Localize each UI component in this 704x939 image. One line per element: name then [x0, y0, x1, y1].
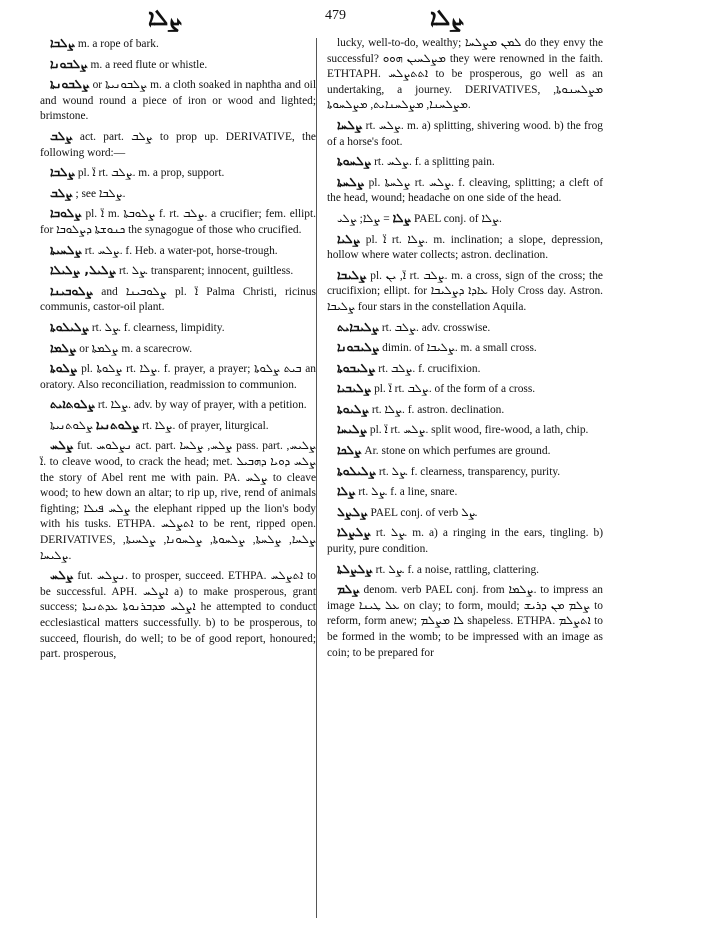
dictionary-entry: [327, 154, 603, 171]
dictionary-entry: [40, 57, 316, 74]
entry-headword: ܨܠܝܒܝܐ: [337, 381, 372, 396]
dictionary-entry: [40, 243, 316, 260]
dictionary-entry: [327, 422, 603, 439]
right-column: [327, 36, 603, 665]
entry-definition: pl. ܨܠܚܬܐ rt. ܨܠܚ. f. cleaving, splitting; a cleft of the head, wound; headache on one side of the head.: [327, 176, 603, 205]
entry-headword: ܨܠܨܠܬܐ: [337, 561, 373, 576]
entry-headword: ܨܠܒܘܢܐ: [50, 56, 88, 71]
dictionary-entry: [40, 186, 316, 203]
entry-definition: denom. verb PAEL conj. from ܨܠܡܐ. to impress an image ܥܠ ܛܝܢܐ on clay; to form, mould; ܨܠܡ ܡܢ ܕܪܝܫ to reform, form anew; ܠܐ ܡܨܠܡ shapeless. ETHPA. ܐܬܨܠܡ to be formed in the womb; to be impressed with an image as coin; to be prepared for: [327, 584, 603, 659]
dictionary-entry: [40, 438, 316, 564]
entry-headword: ܨܠܡ: [337, 582, 360, 597]
entry-headword: ܨܠܐ: [392, 210, 412, 225]
entry-definition: act. part. ܨܠܒ to prop up. DERIVATIVE, the following word:—: [40, 130, 316, 159]
page-header: [0, 0, 704, 34]
dictionary-entry: [327, 582, 603, 661]
entry-definition: m. a rope of bark.: [77, 38, 159, 50]
entry-headword: ܨܠܘܒܝܢܐ: [50, 283, 94, 298]
entry-definition: rt. ܨܠܒ. f. crucifixion.: [378, 362, 481, 375]
entry-definition: rt. ܨܠ. f. a noise, rattling, clattering.: [375, 563, 540, 576]
entry-headword: ܨܠܟܐ: [337, 443, 362, 458]
entry-headword: ܨܠܒܐ: [50, 165, 75, 180]
dictionary-entry: [327, 381, 603, 398]
entry-headword: ܨܠܘܒܐ: [50, 206, 82, 221]
entry-definition: ; see ܨܠܒܐ.: [75, 187, 126, 200]
entry-definition: rt. ܨܠܐ. f. astron. declination.: [371, 403, 505, 416]
entry-definition: pl. ܐ̈, ܝܢ rt. ܨܠܒ. m. a cross, sign of the cross; the crucifixion; ellipt. for ܥܐܕܐ ܕܨܠܝܒܐ Holy Cross day. Astron. ܨܠܝܒܐ four stars in the constellation Aquila.: [327, 269, 603, 313]
entry-headword: ܨܠܒܘܢܬܐ: [50, 77, 90, 92]
entry-definition: pl. ܐ̈ rt. ܨܠܐ. m. inclination; a slope, depression, hollow where water collects; astron. declination.: [327, 233, 603, 262]
entry-headword: ܨܠܚ: [50, 438, 74, 453]
dictionary-entry: [40, 284, 316, 316]
dictionary-entry: [327, 443, 603, 460]
entry-definition: rt. ܨܠ. f. clearness, limpidity.: [91, 321, 225, 334]
entry-headword: ܨܠܘܬܐ: [50, 361, 78, 376]
left-column: [40, 36, 316, 667]
entry-definition: m. a reed flute or whistle.: [90, 58, 208, 71]
entry-definition: lucky, well-to-do, wealthy; ܠܡܢ ܡܨܠܚܐ do they envy the successful? ܡܨܠܚܝܢ ܗܘܘ they were renowned in the faith. ETHTAPH. ܐܬܬܨܠܚ to be prosperous, go well as an undertaking, a journey. DERIVATIVES, ܡܨܠܚܢܘܬܐ, ܡܨܠܚܢܐ, ܡܨܠܚܢܐܝܬ, ܡܨܠܚܘܬܐ.: [327, 37, 604, 112]
entry-headword: ܨܠܝܒܘܬܐ: [337, 360, 376, 375]
entry-headword: ܨܠܚܬܐ: [337, 174, 365, 189]
dictionary-entry: [327, 505, 603, 522]
entry-definition: pl. ܐ̈ rt. ܨܠܒ. of the form of a cross.: [374, 383, 536, 396]
entry-headword: ܨܠܚܝܬܐ: [50, 242, 82, 257]
entry-definition: pl. ܐ̈ m. ܨܠܘܒܬܐ f. rt. ܨܠܒ. a crucifier; fem. ellipt. for ܟܢܘܫܬܐ ܕܨܠܘܒܐ the synagogue of those who crucified.: [40, 208, 316, 236]
entry-definition: dimin. of ܨܠܝܒܐ. m. a small cross.: [382, 342, 537, 355]
entry-headword: ܨܠܝܒܐ: [337, 267, 367, 282]
entry-definition: rt. ܨܠ. f. clearness, transparency, purity.: [378, 465, 561, 478]
entry-headword: ܨܠܚܐ: [337, 117, 363, 132]
entry-headword: ܨܠܚ: [50, 568, 74, 583]
dictionary-entry: [40, 361, 316, 393]
entry-definition: rt. ܨܠܒ. adv. crosswise.: [381, 321, 491, 334]
dictionary-entry: [40, 397, 316, 414]
dictionary-entry: [327, 361, 603, 378]
dictionary-entry: [327, 118, 603, 150]
entry-headword: ܨܠܝܒܘܢܐ: [337, 340, 380, 355]
entry-definition: rt. ܨܠܐ. adv. by way of prayer, with a petition.: [97, 399, 307, 412]
dictionary-entry: [327, 320, 603, 337]
entry-definition: Ar. stone on which perfumes are ground.: [364, 445, 551, 458]
entry-definition: or ܨܠܒܘܢܝܬܐ m. a cloth soaked in naphtha and oil and wound round a piece of iron or wood and lighted; brimstone.: [40, 79, 316, 123]
entry-headword: ܨܠܚܘܬܐ: [337, 154, 372, 169]
dictionary-entry: [327, 36, 603, 114]
entry-headword: ܨܠܨܠ: [337, 504, 368, 519]
entry-definition: rt. ܨܠܚ. f. a splitting pain.: [374, 156, 495, 169]
entry-headword: ܨܠܒ: [50, 128, 73, 143]
entry-headword: ܨܠܝܘܬܐ: [337, 401, 369, 416]
entry-headword: ܨܠܘܬܢܝܐ: [95, 417, 140, 432]
dictionary-entry: [327, 175, 603, 207]
entry-definition: pl. ܐ̈ rt. ܨܠܒ. m. a prop, support.: [77, 167, 225, 180]
entry-headword: ܨܠܝܠܘܬܐ: [50, 319, 90, 334]
page-number: 479: [325, 8, 346, 23]
dictionary-entry: [327, 340, 603, 357]
entry-definition: pl. ܐ̈ rt. ܨܠܚ. split wood, fire-wood, a lath, chip.: [369, 424, 589, 437]
dictionary-entry: [327, 562, 603, 579]
entry-definition: rt. ܨܠ. m. a) a ringing in the ears, tingling. b) purity, pure condition.: [327, 527, 603, 556]
dictionary-entry: [40, 36, 316, 53]
entry-headword: ܨܠܝܠ, ܨܠܝܠܐ: [50, 263, 117, 278]
entry-headword: ܨܠܝܐ: [337, 231, 361, 246]
dictionary-entry: [40, 129, 316, 161]
column-divider: [316, 38, 317, 918]
dictionary-entry: [40, 263, 316, 280]
dictionary-entry: [40, 341, 316, 358]
dictionary-entry: [40, 320, 316, 337]
dictionary-entry: [40, 418, 316, 435]
entry-definition: or ܨܠܡܬܐ m. a scarecrow.: [79, 342, 193, 355]
header-left-word: ܨܠܐ: [148, 6, 182, 31]
dictionary-entry: [327, 525, 603, 557]
entry-headword: ܨܠܝܠܘܬܐ: [337, 463, 377, 478]
entry-headword: ܨܠܒ: [50, 185, 73, 200]
entry-definition: = ܨܠܐ; ܨܠܝ PAEL conj. of ܨܠܐ.: [337, 212, 502, 225]
dictionary-entry: [327, 232, 603, 264]
dictionary-entry: [327, 464, 603, 481]
entry-headword: ܨܠܝܚܐ: [337, 422, 368, 437]
entry-headword: ܨܠܐ: [337, 484, 356, 499]
dictionary-entry: [40, 77, 316, 125]
dictionary-entry: [327, 484, 603, 501]
dictionary-entry: [40, 206, 316, 238]
entry-definition: rt. ܨܠ. transparent; innocent, guiltless.: [118, 265, 294, 278]
dictionary-entry: [40, 165, 316, 182]
dictionary-entry: [40, 568, 316, 663]
dictionary-entry: [327, 402, 603, 419]
entry-headword: ܨܠܒܐ: [50, 36, 75, 50]
entry-headword: ܨܠܝܒܐܝܬ: [337, 319, 380, 334]
entry-headword: ܨܠܘܬܐܝܬ: [50, 397, 96, 412]
entry-definition: PAEL conj. of verb ܨܠ.: [370, 506, 478, 519]
entry-definition: pl. ܨܠܘܬܐ rt. ܨܠܐ. f. prayer, a prayer; ܒܝܬ ܨܠܘܬܐ an oratory. Also reconciliation, readmission to communion.: [40, 363, 316, 391]
entry-headword: ܨܠܨܠܐ: [337, 525, 371, 540]
entry-definition: and ܨܠܘܒܝܢܐ pl. ܐ̈ Palma Christi, ricinus communis, castor-oil plant.: [40, 285, 316, 314]
entry-definition: fut. ܢܨܠܘܚ act. part. ܨܠܚ, ܨܠܚܐ pass. part. ܨܠܝܚ, ܐ̈. to cleave wood, to crack the head; met. ܨܠܚ ܕܘܝܐ ܕܗܒܝܠ the story of Abel rent me with pain. PA. ܨܠܚ to cleave wood; to hew down an altar; to rip up, rive, rend of animals fighting; ܨܠܚ ܦܝܠܐ the elephant ripped up the lion's body with his tusks. ETHPA. ܐܬܨܠܚ to be rent, ripped open. DERIVATIVES, ܨܠܚܐ, ܨܠܚܬܐ, ܨܠܚܘܬܐ, ܨܠܚܘܢܐ, ܨܠܚܝܬܐ, ܨܠܝܚܐ.: [40, 440, 317, 562]
entry-headword: ܨܠܡܐ: [50, 340, 77, 355]
entry-definition: rt. ܨܠ. f. a line, snare.: [358, 486, 458, 499]
dictionary-entry: [327, 211, 603, 228]
entry-definition: ܨܠܘܬܢܝܬܐ rt. ܨܠܐ. of prayer, liturgical.: [50, 419, 269, 432]
entry-definition: fut. ܢܨܠܚ. to prosper, succeed. ETHPA. ܐܬܨܠܚ to be successful. APH. ܐܨܠܚ a) to make prosperous, grant success; ܐܨܠܚ ܡܕܒܪܢܘܬܐ ܥܕܬܢܝܬܐ he attempted to conduct ecclesiastical matters successfully. b) to be prosperous, to succeed, flourish, do well; to be of good report, honoured; part. prosperous,: [40, 570, 316, 661]
dictionary-entry: [327, 268, 603, 316]
header-right-word: ܨܠܐ: [430, 6, 464, 31]
entry-definition: rt. ܨܠܚ. m. a) splitting, shivering wood. b) the frog of a horse's foot.: [327, 119, 603, 148]
entry-definition: rt. ܨܠܚ. f. Heb. a water-pot, horse-trough.: [84, 244, 278, 257]
